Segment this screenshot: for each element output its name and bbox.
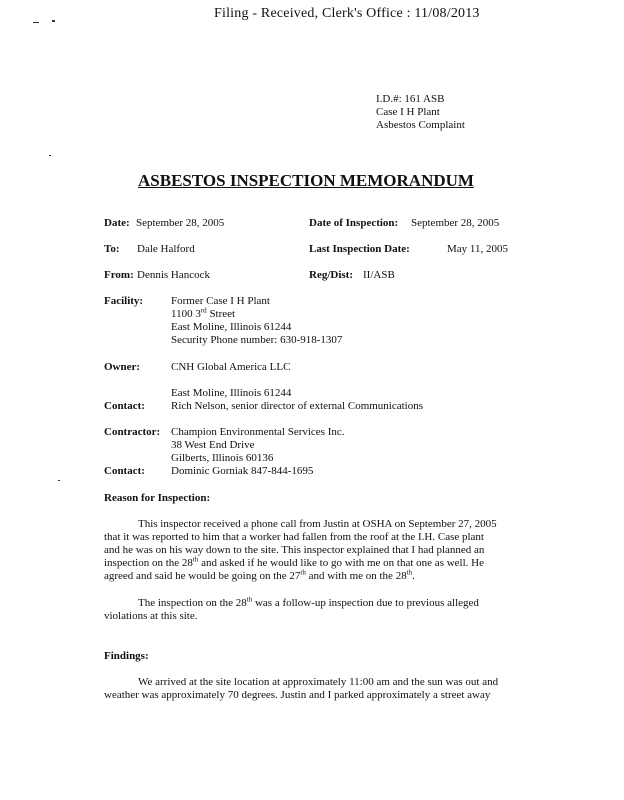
contractor-name: Champion Environmental Services Inc. <box>171 426 345 438</box>
plant-name: Case I H Plant <box>376 106 440 118</box>
reason-line: that it was reported to him that a worker had fallen from the roof at the I.H. Case plant <box>104 531 484 543</box>
date-of-inspection-value: September 28, 2005 <box>411 217 500 229</box>
owner-city: East Moline, Illinois 61244 <box>171 387 292 399</box>
contractor-contact-label: Contact: <box>104 465 145 477</box>
contractor-city: Gilberts, Illinois 60136 <box>171 452 274 464</box>
reason-line: violations at this site. <box>104 610 198 622</box>
date-label: Date: <box>104 217 130 229</box>
date-value: September 28, 2005 <box>136 217 225 229</box>
scan-speck <box>52 20 55 22</box>
scan-speck <box>58 480 60 481</box>
reason-line: The inspection on the 28th was a follow-up inspection due to previous alleged <box>138 595 479 609</box>
owner-contact-value: Rich Nelson, senior director of external Communications <box>171 400 424 412</box>
scan-speck <box>33 22 39 23</box>
owner-contact-label: Contact: <box>104 400 145 412</box>
findings-line: We arrived at the site location at approximately 11:00 am and the sun was out and <box>138 676 499 688</box>
to-value: Dale Halford <box>137 243 195 255</box>
id-number: I.D.#: 161 ASB <box>376 93 445 105</box>
facility-street: 1100 3rd Street <box>171 306 236 320</box>
to-label: To: <box>104 243 120 255</box>
reason-line: This inspector received a phone call from Justin at OSHA on September 27, 2005 <box>138 518 497 530</box>
reason-line: inspection on the 28th and asked if he would like to go with me on that one as well. He <box>104 555 484 569</box>
contractor-street: 38 West End Drive <box>171 439 255 451</box>
regdist-label: Reg/Dist: <box>309 269 353 281</box>
owner-name: CNH Global America LLC <box>171 361 291 373</box>
memo-title: ASBESTOS INSPECTION MEMORANDUM <box>138 171 474 190</box>
complaint-type: Asbestos Complaint <box>376 119 465 131</box>
from-label: From: <box>104 269 134 281</box>
facility-label: Facility: <box>104 295 144 307</box>
owner-label: Owner: <box>104 361 141 373</box>
reason-line: and he was on his way down to the site. This inspector explained that I had planned an <box>104 544 485 556</box>
findings-line: weather was approximately 70 degrees. Justin and I parked approximately a street away <box>104 689 491 701</box>
reason-line: agreed and said he would be going on the 27th and with me on the 28th. <box>104 568 415 582</box>
regdist-value: II/ASB <box>363 269 395 281</box>
last-inspection-value: May 11, 2005 <box>447 243 509 255</box>
filing-stamp: Filing - Received, Clerk's Office : 11/08/2013 <box>214 6 480 21</box>
facility-city: East Moline, Illinois 61244 <box>171 321 292 333</box>
reason-heading: Reason for Inspection: <box>104 492 211 504</box>
from-value: Dennis Hancock <box>137 269 211 281</box>
contractor-contact-value: Dominic Gorniak 847-844-1695 <box>171 465 314 477</box>
date-of-inspection-label: Date of Inspection: <box>309 217 399 229</box>
contractor-label: Contractor: <box>104 426 161 438</box>
last-inspection-label: Last Inspection Date: <box>309 243 410 255</box>
scan-speck <box>49 155 51 156</box>
findings-heading: Findings: <box>104 650 149 662</box>
facility-phone: Security Phone number: 630-918-1307 <box>171 334 343 346</box>
facility-name: Former Case I H Plant <box>171 295 270 307</box>
